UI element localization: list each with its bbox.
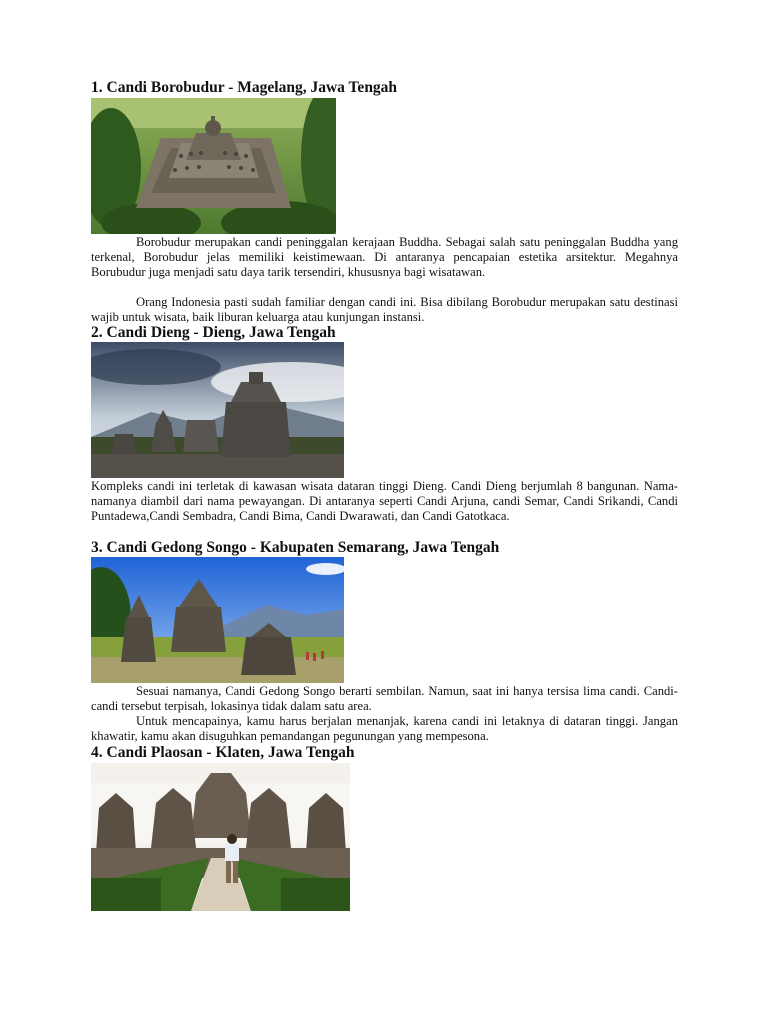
borobudur-paragraph-1: Borobudur merupakan candi peninggalan kerajaan Buddha. Sebagai salah satu peninggalan Buddha yang terkenal, Borobudur jelas memiliki keistimewaan. Di antaranya pencapaian estetika arsitektur. Megahnya Borubudur juga menjadi satu daya tarik tersendiri, khususnya bagi wisatawan. bbox=[91, 235, 678, 279]
plaosan-photo bbox=[91, 763, 350, 911]
section-heading-borobudur: 1. Candi Borobudur - Magelang, Jawa Tengah bbox=[91, 79, 398, 96]
gedong-songo-photo bbox=[91, 557, 344, 683]
dieng-paragraph-1: Kompleks candi ini terletak di kawasan wisata dataran tinggi Dieng. Candi Dieng berjumlah 8 bangunan. Nama-namanya diambil dari nama pewayangan. Di antaranya seperti Candi Arjuna, candi Semar, Candi Srikandi, Candi Puntadewa,Candi Sembadra, Candi Bima, Candi Dwarawati, dan Candi Gatotkaca. bbox=[91, 479, 678, 523]
gedong-songo-paragraph-1: Sesuai namanya, Candi Gedong Songo berarti sembilan. Namun, saat ini hanya tersisa lima candi. Candi-candi tersebut terpisah, lokasinya tidak dalam satu area. bbox=[91, 684, 678, 713]
gedong-songo-paragraph-2: Untuk mencapainya, kamu harus berjalan menanjak, karena candi ini letaknya di dataran tinggi. Jangan khawatir, kamu akan disuguhkan pemandangan pegunungan yang mempesona. bbox=[91, 714, 678, 743]
dieng-photo bbox=[91, 342, 344, 478]
section-heading-plaosan: 4. Candi Plaosan - Klaten, Jawa Tengah bbox=[91, 744, 355, 761]
section-heading-gedong-songo: 3. Candi Gedong Songo - Kabupaten Semarang, Jawa Tengah bbox=[91, 539, 500, 556]
borobudur-photo bbox=[91, 98, 336, 234]
section-heading-dieng: 2. Candi Dieng - Dieng, Jawa Tengah bbox=[91, 324, 336, 341]
borobudur-paragraph-2: Orang Indonesia pasti sudah familiar dengan candi ini. Bisa dibilang Borobudur merupakan satu destinasi wajib untuk wisata, baik liburan keluarga atau kunjungan instansi. bbox=[91, 295, 678, 324]
